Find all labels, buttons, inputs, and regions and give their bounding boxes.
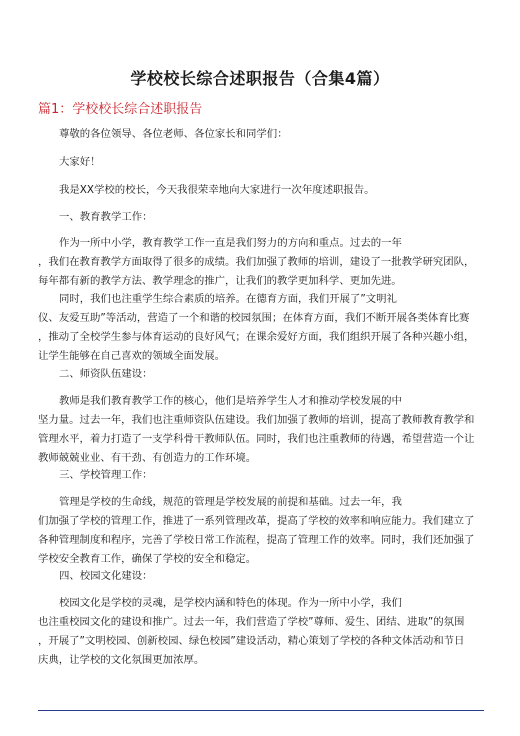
paragraph-management bbox=[38, 493, 490, 569]
document-title: 学校校长综合述职报告（合集4篇） bbox=[130, 69, 390, 88]
greeting: 尊敬的各位领导、各位老师、各位家长和同学们： bbox=[59, 128, 288, 140]
paragraph-teaching bbox=[38, 234, 490, 291]
text-line: ，开展了”文明校园、创新校园、绿色校园”建设活动，精心策划了学校的各种文体活动和节日 bbox=[38, 635, 465, 647]
text-line: 管理是学校的生命线，规范的管理是学校发展的前提和基础。过去一年，我 bbox=[59, 496, 402, 508]
text-line: 同时，我们也注重学生综合素质的培养。在德育方面，我们开展了”文明礼 bbox=[59, 293, 397, 305]
heading-management: 三、学校管理工作： bbox=[59, 469, 153, 481]
paragraph-faculty bbox=[38, 392, 490, 468]
text-line: 管理水平，着力打造了一支学科骨干教师队伍。同时，我们也注重教师的待遇，希望营造一个让 bbox=[38, 433, 475, 445]
text-line: 校园文化是学校的灵魂，是学校内涵和特色的体现。作为一所中小学，我们 bbox=[59, 597, 402, 609]
text-line: 也注重校园文化的建设和推广。过去一年，我们营造了学校”尊师、爱生、团结、进取”的氛围 bbox=[38, 616, 465, 628]
heading-teaching: 一、教育教学工作： bbox=[59, 211, 153, 223]
paragraph-culture bbox=[38, 594, 490, 670]
text-line: 各种管理制度和程序，完善了学校日常工作流程，提高了管理工作的效率。同时，我们还加强了 bbox=[38, 534, 475, 546]
text-line: 学校安全教育工作，确保了学校的安全和稳定。 bbox=[38, 553, 257, 565]
text-line: ，我们在教育教学方面取得了很多的成绩。我们加强了教师的培训，建设了一批教学研究团队， bbox=[38, 256, 475, 268]
text-line: 们加强了学校的管理工作，推进了一系列管理改革，提高了学校的效率和响应能力。我们建立了 bbox=[38, 515, 475, 527]
text-line: 教师是我们教育教学工作的核心，他们是培养学生人才和推动学校发展的中 bbox=[59, 395, 402, 407]
text-line: 仪、友爱互助”等活动，营造了一个和谐的校园氛围；在体育方面，我们不断开展各类体育比赛 bbox=[38, 312, 470, 324]
text-line: 教师兢兢业业、有干劲、有创造力的工作环境。 bbox=[38, 452, 257, 464]
text-line: ，推动了全校学生参与体育运动的良好风气；在课余爱好方面，我们组织开展了各种兴趣小组， bbox=[38, 331, 475, 343]
text-line: 坚力量。过去一年，我们也注重师资队伍建设。我们加强了教师的培训，提高了教师教育教学和 bbox=[38, 414, 475, 426]
text-line: 让学生能够在自己喜欢的领域全面发展。 bbox=[38, 350, 226, 362]
hello: 大家好！ bbox=[59, 156, 101, 168]
heading-faculty: 二、师资队伍建设： bbox=[59, 368, 153, 380]
section-title: 篇1：学校校长综合述职报告 bbox=[38, 102, 203, 117]
paragraph-student-quality bbox=[38, 290, 490, 366]
intro-paragraph: 我是XX学校的校长，今天我很荣幸地向大家进行一次年度述职报告。 bbox=[59, 184, 375, 196]
text-line: 每年都有新的教学方法、教学理念的推广，让我们的教学更加科学、更加先进。 bbox=[38, 275, 402, 287]
footer-divider bbox=[38, 710, 484, 711]
text-line: 庆典，让学校的文化氛围更加浓厚。 bbox=[38, 654, 205, 666]
heading-culture: 四、校园文化建设： bbox=[59, 570, 153, 582]
text-line: 作为一所中小学，教育教学工作一直是我们努力的方向和重点。过去的一年 bbox=[59, 237, 402, 249]
